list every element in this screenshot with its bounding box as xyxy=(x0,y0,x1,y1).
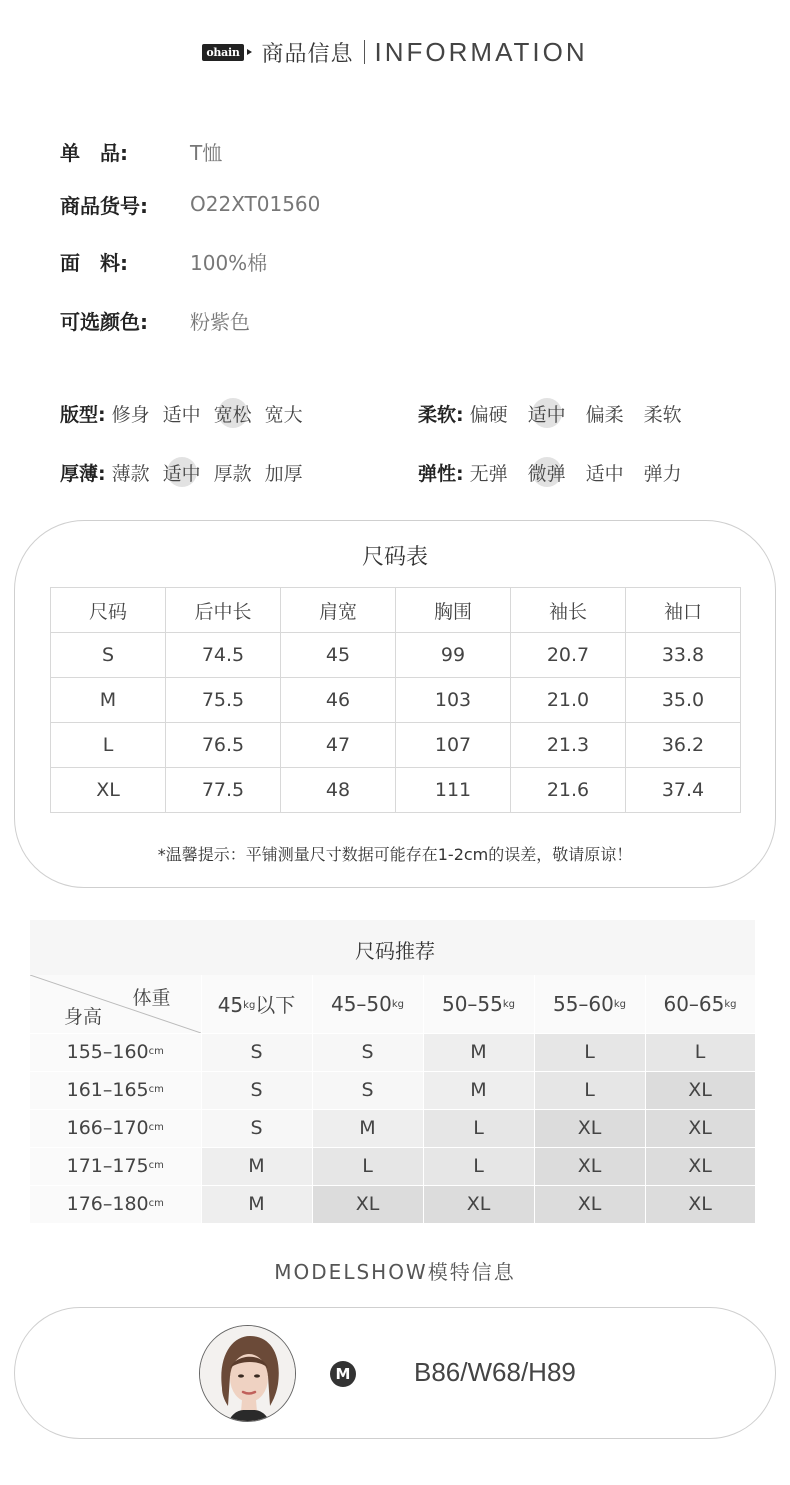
table-cell: L xyxy=(51,723,166,768)
weight-column-header: $55-60^{kg}$ xyxy=(534,975,645,1033)
table-cell: 76.5 xyxy=(166,723,281,768)
table-row xyxy=(30,1109,755,1147)
recommended-size-cell: S xyxy=(201,1071,312,1109)
attr-label: 弹性: xyxy=(418,462,464,485)
corner-weight-label: 体重 xyxy=(132,987,171,1009)
size-table-header-row xyxy=(51,588,741,633)
attr-thickness xyxy=(60,457,316,487)
table-cell: 47 xyxy=(281,723,396,768)
table-cell: 21.6 xyxy=(511,768,626,813)
size-recommend-title: 尺码推荐 xyxy=(355,939,435,963)
info-label: 可选颜色: xyxy=(60,309,148,334)
attr-option: 柔软 xyxy=(643,403,682,426)
model-measurements: B86/W68/H89 xyxy=(414,1357,576,1387)
info-row-sku xyxy=(60,189,320,219)
size-table-header: 肩宽 xyxy=(281,588,396,633)
table-cell: XL xyxy=(51,768,166,813)
recommended-size-cell: XL xyxy=(645,1109,755,1147)
recommended-size-cell: XL xyxy=(312,1185,423,1223)
recommended-size-cell: M xyxy=(312,1109,423,1147)
recommended-size-cell: L xyxy=(645,1033,755,1071)
table-cell: 46 xyxy=(281,678,396,723)
table-row xyxy=(51,678,741,723)
table-row xyxy=(51,633,741,678)
table-cell: 75.5 xyxy=(166,678,281,723)
recommended-size-cell: XL xyxy=(645,1147,755,1185)
table-cell: 74.5 xyxy=(166,633,281,678)
recommended-size-cell: L xyxy=(423,1109,534,1147)
table-row xyxy=(51,768,741,813)
table-cell: 45 xyxy=(281,633,396,678)
attr-elasticity xyxy=(418,457,695,487)
size-table xyxy=(50,587,741,813)
attr-option: 加厚 xyxy=(264,462,303,485)
weight-column-header: $45-50^{kg}$ xyxy=(312,975,423,1033)
recommended-size-cell: S xyxy=(201,1033,312,1071)
attr-fit xyxy=(60,398,316,428)
recommended-size-cell: L xyxy=(534,1071,645,1109)
table-cell: 37.4 xyxy=(626,768,741,813)
attr-option: 无弹 xyxy=(469,462,508,485)
attr-label: 厚薄: xyxy=(60,462,106,485)
recommended-size-cell: XL xyxy=(534,1109,645,1147)
page-header xyxy=(0,34,790,70)
table-cell: 103 xyxy=(396,678,511,723)
logo-arrow-icon xyxy=(247,49,252,55)
recommended-size-cell: M xyxy=(423,1071,534,1109)
recommended-size-cell: L xyxy=(312,1147,423,1185)
recommended-size-cell: M xyxy=(201,1185,312,1223)
table-cell: 99 xyxy=(396,633,511,678)
attr-option: 偏柔 xyxy=(585,403,624,426)
attr-option-selected: 宽松 xyxy=(214,400,252,427)
table-cell: 20.7 xyxy=(511,633,626,678)
attr-softness xyxy=(418,398,695,428)
diagonal-divider xyxy=(30,975,201,1033)
recommended-size-cell: L xyxy=(423,1147,534,1185)
weight-column-header: $50-55^{kg}$ xyxy=(423,975,534,1033)
info-row-item xyxy=(60,136,222,166)
weight-column-header: $45^{kg}$以下 xyxy=(201,975,312,1033)
recommended-size-cell: XL xyxy=(645,1071,755,1109)
recommended-size-cell: S xyxy=(312,1033,423,1071)
size-table-header: 尺码 xyxy=(51,588,166,633)
attr-option: 薄款 xyxy=(111,462,150,485)
table-cell: 111 xyxy=(396,768,511,813)
table-cell: 21.0 xyxy=(511,678,626,723)
info-label: 单 品: xyxy=(60,140,128,165)
recommended-size-cell: XL xyxy=(645,1185,755,1223)
info-value: 粉紫色 xyxy=(190,309,250,334)
size-table-header: 袖口 xyxy=(626,588,741,633)
measurement-note: *温馨提示：平铺测量尺寸数据可能存在1-2cm的误差，敬请原谅！ xyxy=(157,845,633,864)
table-cell: 107 xyxy=(396,723,511,768)
attr-option: 宽大 xyxy=(264,403,303,426)
attr-option: 适中 xyxy=(585,462,624,485)
attr-option: 弹力 xyxy=(643,462,682,485)
info-value: O22XT01560 xyxy=(190,192,321,216)
size-table-header: 胸围 xyxy=(396,588,511,633)
recommend-corner-cell xyxy=(30,975,201,1033)
table-cell: 77.5 xyxy=(166,768,281,813)
corner-height-label: 身高 xyxy=(64,1005,103,1028)
height-row-header: $161-165^{cm}$ xyxy=(30,1071,201,1109)
table-row xyxy=(30,1071,755,1109)
recommended-size-cell: L xyxy=(534,1033,645,1071)
recommended-size-cell: M xyxy=(201,1147,312,1185)
info-row-color xyxy=(60,305,250,335)
recommended-size-cell: XL xyxy=(534,1147,645,1185)
table-cell: M xyxy=(51,678,166,723)
height-row-header: $171-175^{cm}$ xyxy=(30,1147,201,1185)
info-value: T恤 xyxy=(190,140,223,165)
header-divider xyxy=(364,40,365,64)
table-row xyxy=(30,1147,755,1185)
attr-option: 修身 xyxy=(111,403,150,426)
table-row xyxy=(30,1033,755,1071)
height-row-header: $166-170^{cm}$ xyxy=(30,1109,201,1147)
header-title-cn: 商品信息 xyxy=(261,41,354,67)
model-show-title: MODELSHOW模特信息 xyxy=(274,1260,516,1284)
model-portrait-icon xyxy=(200,1326,296,1422)
brand-logo: ohain xyxy=(202,44,243,61)
recommend-header-row xyxy=(30,975,755,1033)
table-cell: S xyxy=(51,633,166,678)
model-avatar xyxy=(199,1325,296,1422)
attr-option-selected: 微弹 xyxy=(528,459,566,486)
size-table-header: 后中长 xyxy=(166,588,281,633)
attr-option-selected: 适中 xyxy=(163,459,201,486)
weight-column-header: $60-65^{kg}$ xyxy=(645,975,755,1033)
attr-option: 适中 xyxy=(162,403,201,426)
recommended-size-cell: M xyxy=(423,1033,534,1071)
table-cell: 36.2 xyxy=(626,723,741,768)
info-label: 面 料: xyxy=(60,250,128,275)
attr-label: 柔软: xyxy=(418,403,464,426)
table-cell: 35.0 xyxy=(626,678,741,723)
size-table-header: 袖长 xyxy=(511,588,626,633)
info-value: 100%棉 xyxy=(190,250,268,275)
table-row xyxy=(30,1185,755,1223)
attr-option: 厚款 xyxy=(213,462,252,485)
recommended-size-cell: XL xyxy=(534,1185,645,1223)
height-row-header: $155-160^{cm}$ xyxy=(30,1033,201,1071)
table-row xyxy=(51,723,741,768)
table-cell: 33.8 xyxy=(626,633,741,678)
recommended-size-cell: S xyxy=(201,1109,312,1147)
size-table-title: 尺码表 xyxy=(361,545,428,570)
height-row-header: $176-180^{cm}$ xyxy=(30,1185,201,1223)
attr-option: 偏硬 xyxy=(469,403,508,426)
table-cell: 21.3 xyxy=(511,723,626,768)
recommended-size-cell: S xyxy=(312,1071,423,1109)
info-row-fabric xyxy=(60,246,267,276)
info-label: 商品货号: xyxy=(60,193,148,218)
attr-option-selected: 适中 xyxy=(528,400,566,427)
header-title-en: INFORMATION xyxy=(374,36,588,67)
recommended-size-cell: XL xyxy=(423,1185,534,1223)
model-size-badge: M xyxy=(330,1361,356,1387)
table-cell: 48 xyxy=(281,768,396,813)
model-info-card xyxy=(14,1307,776,1439)
attr-label: 版型: xyxy=(60,403,106,426)
size-recommend-table xyxy=(30,975,756,1224)
